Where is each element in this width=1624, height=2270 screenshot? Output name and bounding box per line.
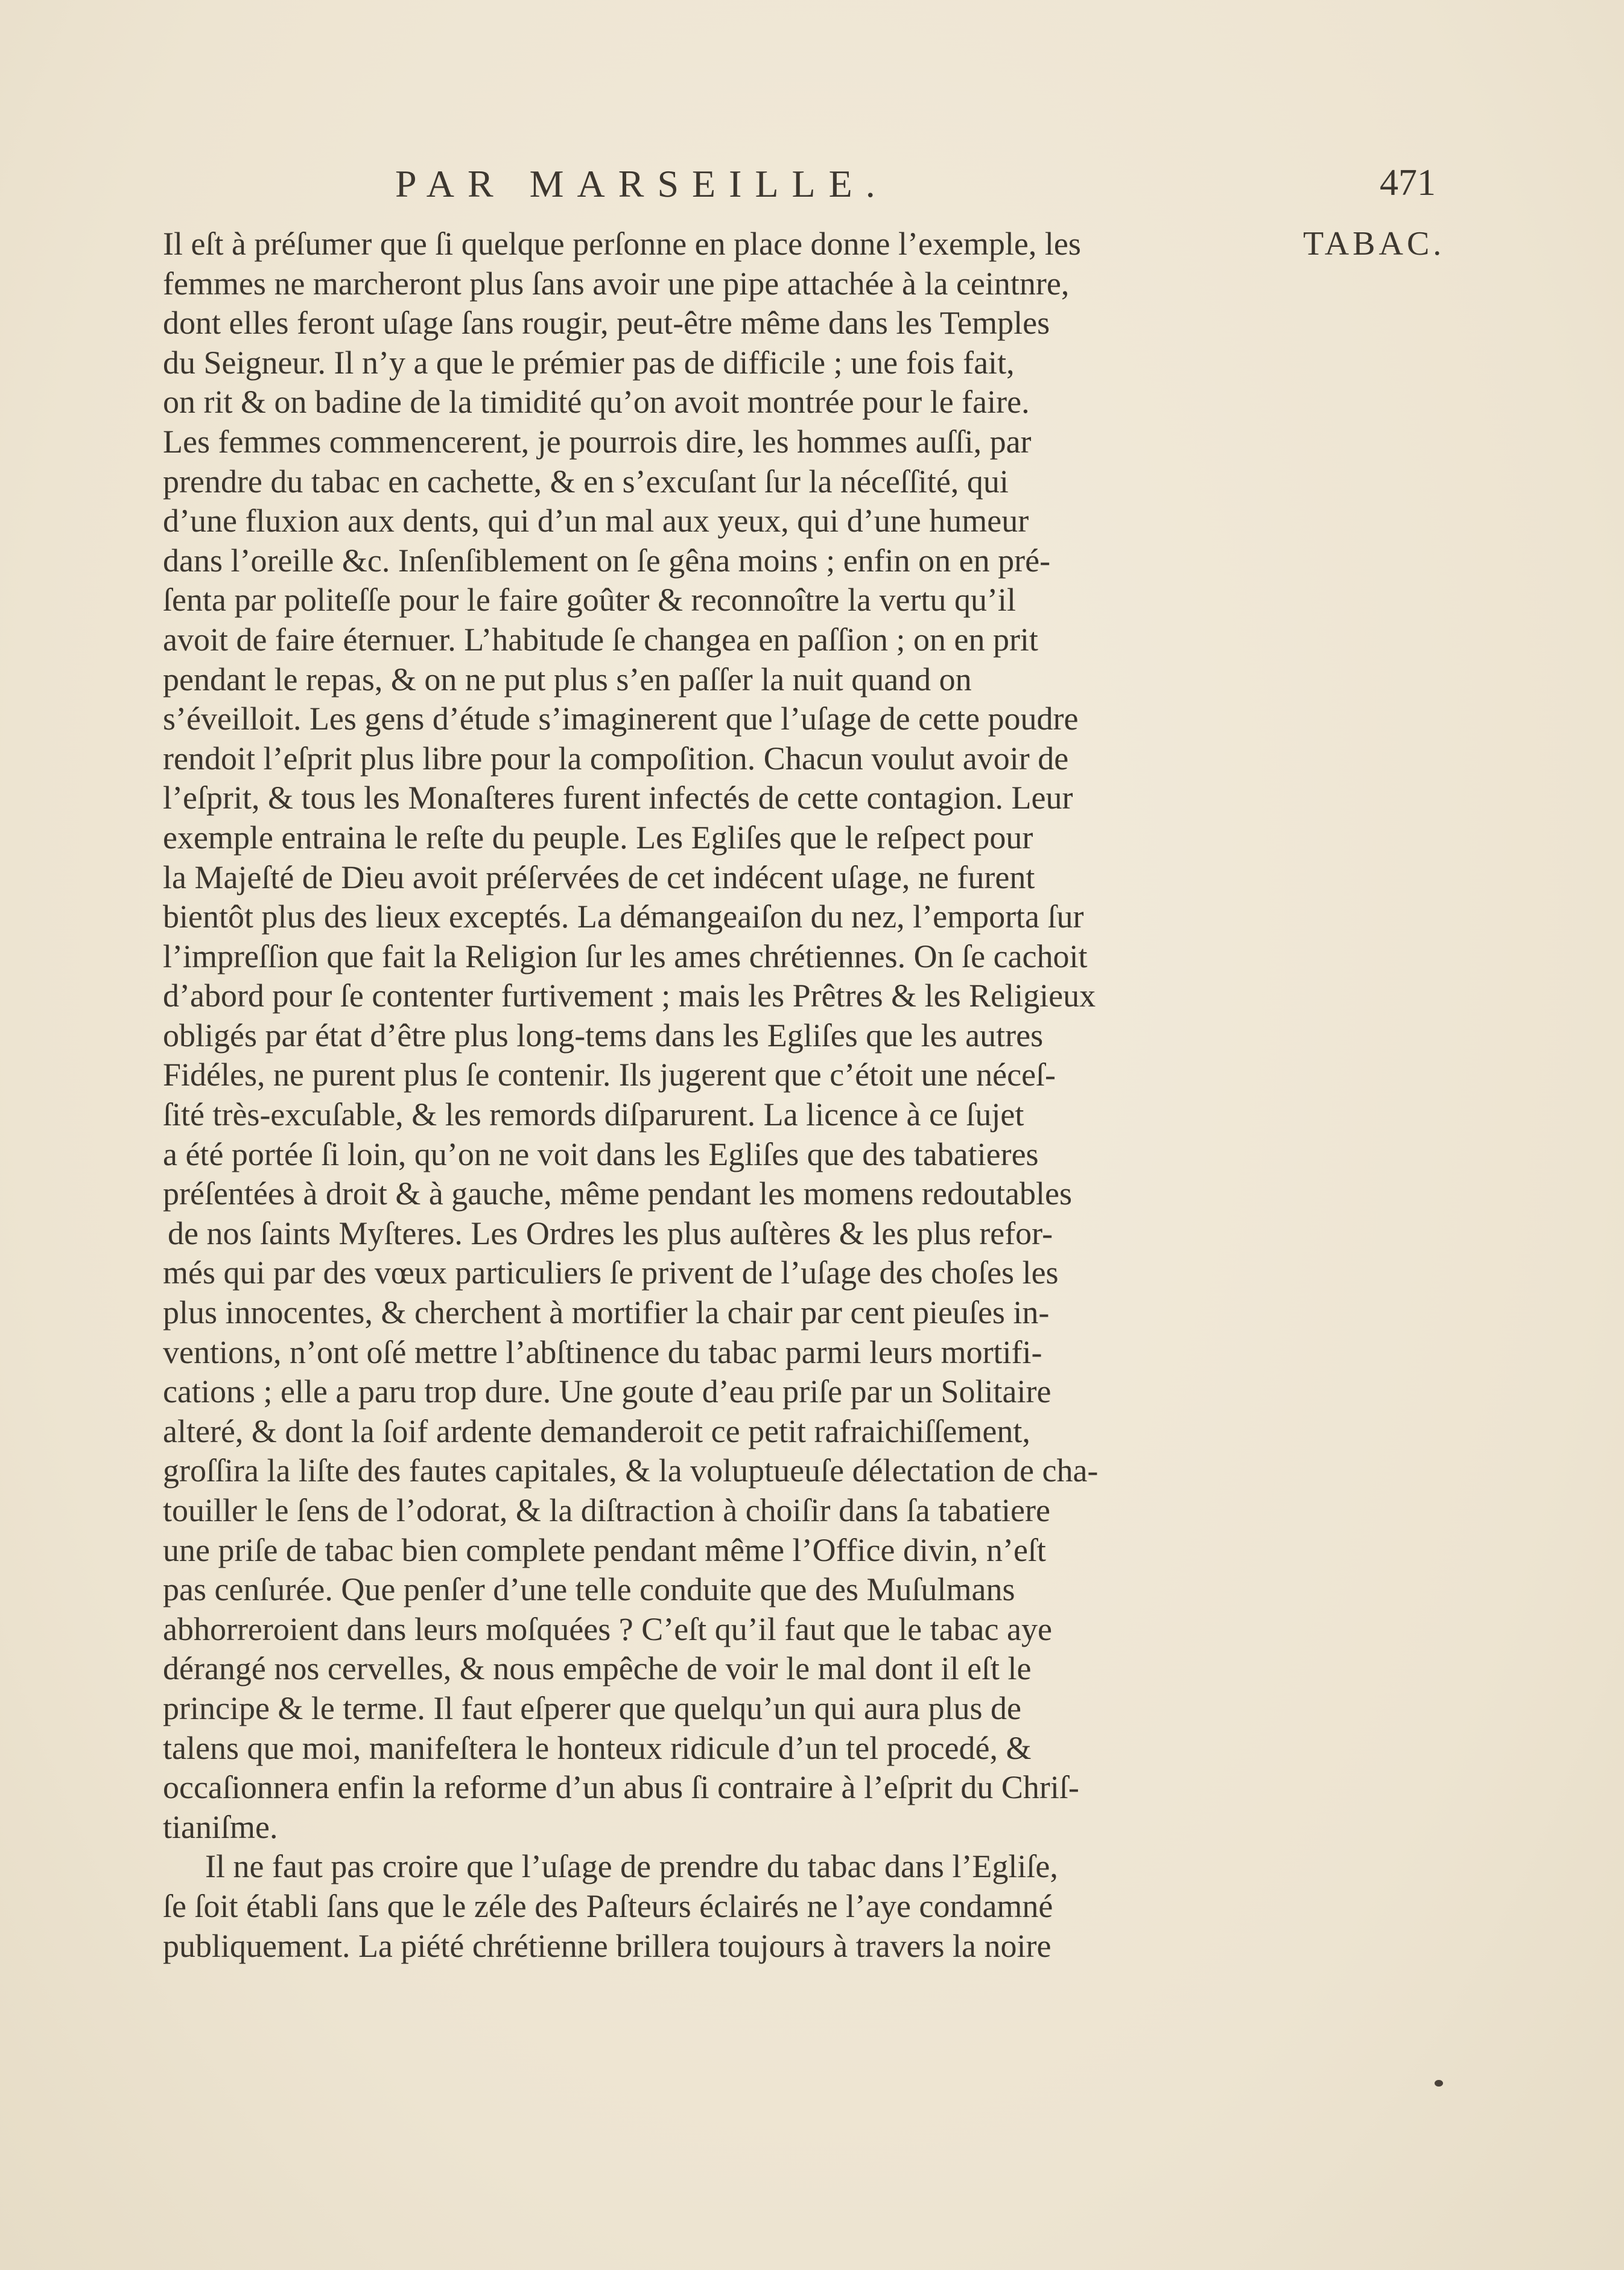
running-title: PAR MARSEILLE. bbox=[395, 162, 889, 205]
text-line: groſſira la liſte des fautes capitales, & la voluptueuſe délectation de cha- bbox=[163, 1452, 1099, 1489]
text-line: femmes ne marcheront plus ſans avoir une pipe attachée à la ceintnre, bbox=[163, 265, 1070, 302]
text-line: on rit & on badine de la timidité qu’on avoit montrée pour le faire. bbox=[163, 384, 1030, 421]
text-line: dont elles feront uſage ſans rougir, peut-être même dans les Temples bbox=[163, 305, 1050, 342]
text-line: a été portée ſi loin, qu’on ne voit dans les Egliſes que des tabatieres bbox=[163, 1136, 1039, 1172]
text-line: l’eſprit, & tous les Monaſteres furent infectés de cette contagion. Leur bbox=[163, 780, 1073, 816]
text-line: bientôt plus des lieux exceptés. La démangeaiſon du nez, l’emporta ſur bbox=[163, 898, 1084, 935]
text-line: du Seigneur. Il n’y a que le prémier pas de difficile ; une fois fait, bbox=[163, 344, 1015, 381]
text-line: dans l’oreille &c. Inſenſiblement on ſe gêna moins ; enfin on en pré- bbox=[163, 542, 1051, 579]
page-header bbox=[181, 162, 1436, 210]
text-line: plus innocentes, & cherchent à mortifier la chair par cent pieuſes in- bbox=[163, 1294, 1050, 1331]
text-line: s’éveilloit. Les gens d’étude s’imaginerent que l’uſage de cette poudre bbox=[163, 701, 1079, 737]
text-line: cations ; elle a paru trop dure. Une goute d’eau priſe par un Solitaire bbox=[163, 1373, 1051, 1410]
text-line: més qui par des vœux particuliers ſe privent de l’uſage des choſes les bbox=[163, 1254, 1059, 1291]
text-line: la Majeſté de Dieu avoit préſervées de cet indécent uſage, ne furent bbox=[163, 859, 1035, 895]
text-line: ſenta par politeſſe pour le faire goûter & reconnoître la vertu qu’il bbox=[163, 582, 1016, 618]
text-line: Les femmes commencerent, je pourrois dire, les hommes auſſi, par bbox=[163, 423, 1032, 460]
text-line: publiquement. La piété chrétienne brillera toujours à travers la noire bbox=[163, 1927, 1051, 1964]
text-line: préſentées à droit & à gauche, même pendant les momens redoutables bbox=[163, 1175, 1072, 1212]
text-line: obligés par état d’être plus long-tems dans les Egliſes que les autres bbox=[163, 1017, 1044, 1054]
marginal-note: TABAC. bbox=[1303, 225, 1445, 262]
text-line: de nos ſaints Myſteres. Les Ordres les plus auſtères & les plus refor- bbox=[168, 1215, 1053, 1251]
text-line: occaſionnera enfin la reforme d’un abus ſi contraire à l’eſprit du Chriſ- bbox=[163, 1769, 1079, 1806]
body-text bbox=[163, 224, 1273, 1966]
text-line: d’une fluxion aux dents, qui d’un mal aux yeux, qui d’une humeur bbox=[163, 503, 1029, 539]
text-line: prendre du tabac en cachette, & en s’excuſant ſur la néceſſité, qui bbox=[163, 463, 1009, 500]
text-line: touiller le ſens de l’odorat, & la diſtraction à choiſir dans ſa tabatiere bbox=[163, 1492, 1050, 1528]
text-line: l’impreſſion que fait la Religion ſur les ames chrétiennes. On ſe cachoit bbox=[163, 938, 1088, 974]
text-line: pendant le repas, & on ne put plus s’en paſſer la nuit quand on bbox=[163, 661, 972, 698]
text-line: talens que moi, manifeſtera le honteux ridicule d’un tel procedé, & bbox=[163, 1729, 1032, 1766]
text-line: une priſe de tabac bien complete pendant même l’Office divin, n’eſt bbox=[163, 1531, 1046, 1568]
text-line: Il eſt à préſumer que ſi quelque perſonne en place donne l’exemple, les bbox=[163, 226, 1081, 262]
text-line: ſité très-excuſable, & les remords diſparurent. La licence à ce ſujet bbox=[163, 1096, 1024, 1133]
text-line: pas cenſurée. Que penſer d’une telle conduite que des Muſulmans bbox=[163, 1571, 1015, 1608]
ink-spot bbox=[1435, 2080, 1443, 2087]
text-line: d’abord pour ſe contenter furtivement ; mais les Prêtres & les Religieux bbox=[163, 978, 1096, 1014]
text-line: rendoit l’eſprit plus libre pour la compoſition. Chacun voulut avoir de bbox=[163, 740, 1069, 777]
text-line: Fidéles, ne purent plus ſe contenir. Ils jugerent que c’étoit une néceſ- bbox=[163, 1057, 1056, 1093]
page-number: 471 bbox=[1380, 162, 1436, 203]
text-line: ſe ſoit établi ſans que le zéle des Paſteurs éclairés ne l’aye condamné bbox=[163, 1887, 1053, 1924]
text-line: ventions, n’ont oſé mettre l’abſtinence du tabac parmi leurs mortifi- bbox=[163, 1334, 1042, 1370]
text-line: principe & le terme. Il faut eſperer que quelqu’un qui aura plus de bbox=[163, 1690, 1021, 1726]
text-line: dérangé nos cervelles, & nous empêche de voir le mal dont il eſt le bbox=[163, 1650, 1032, 1687]
text-line: tianiſme. bbox=[163, 1808, 278, 1845]
text-line: Il ne faut pas croire que l’uſage de prendre du tabac dans l’Egliſe, bbox=[205, 1848, 1058, 1885]
text-line: exemple entraina le reſte du peuple. Les Egliſes que le reſpect pour bbox=[163, 819, 1033, 856]
text-line: avoit de faire éternuer. L’habitude ſe changea en paſſion ; on en prit bbox=[163, 621, 1038, 658]
text-line: abhorreroient dans leurs moſquées ? C’eſt qu’il faut que le tabac aye bbox=[163, 1610, 1052, 1647]
text-line: alteré, & dont la ſoif ardente demanderoit ce petit rafraichiſſement, bbox=[163, 1413, 1030, 1449]
